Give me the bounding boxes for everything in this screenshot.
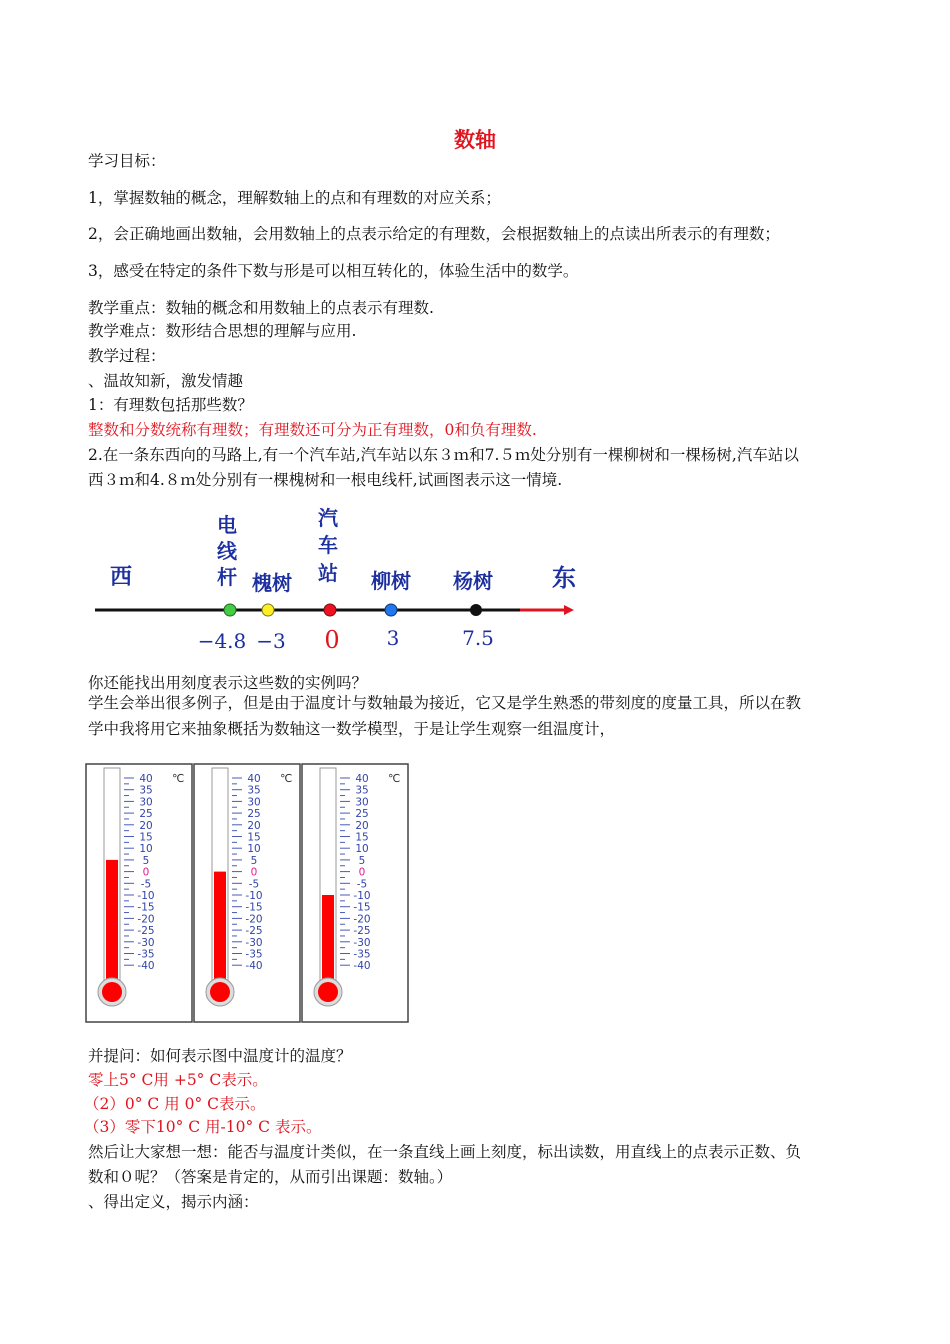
scale-label: -35	[245, 948, 263, 961]
label-pole-1: 电	[217, 513, 237, 537]
scale-label: 10	[247, 843, 261, 856]
scale-label: -10	[353, 890, 371, 902]
value-station: 0	[324, 626, 340, 654]
point-station	[324, 604, 336, 616]
temperature-question: 并提问：如何表示图中温度计的温度？	[88, 1047, 352, 1065]
thermometer-2	[194, 764, 300, 1022]
scale-label: 15	[139, 831, 153, 844]
scale-label: 35	[247, 784, 261, 797]
scale-label: -15	[353, 901, 371, 914]
label-pole-3: 杆	[217, 565, 237, 589]
value-pole: −4.8	[197, 629, 247, 653]
point-willow	[385, 604, 397, 616]
number-line-diagram	[80, 500, 600, 660]
scale-label: -5	[356, 878, 368, 891]
unit-label: ℃	[388, 772, 401, 785]
scale-label: 20	[355, 819, 369, 832]
scale-label: -5	[140, 878, 152, 891]
answer-negative: （3）零下10° C 用-10° C 表示。	[84, 1118, 322, 1136]
scale-label: 30	[247, 796, 261, 809]
thermometer-group	[80, 760, 420, 1030]
scale-label: 40	[247, 773, 261, 785]
objective-3: 3，感受在特定的条件下数与形是可以相互转化的，体验生活中的数学。	[88, 262, 579, 280]
scale-label: 0	[358, 866, 366, 879]
scale-label: 35	[355, 784, 369, 797]
scale-label: -35	[353, 948, 371, 961]
paragraph-2-line2: 数和０呢？（答案是肯定的，从而引出课题：数轴。）	[88, 1168, 453, 1186]
scale-label: 10	[139, 843, 153, 856]
objectives-heading: 学习目标：	[88, 152, 166, 170]
scale-label: 5	[250, 854, 258, 867]
mercury-column	[322, 895, 334, 992]
paragraph-2-line1: 然后让大家想一想：能否与温度计类似，在一条直线上画上刻度，标出读数，用直线上的点表示正数、负	[88, 1143, 802, 1161]
section1-heading: 、温故知新，激发情趣	[88, 372, 244, 390]
scale-label: 10	[355, 843, 369, 856]
question-3: 你还能找出用刻度表示这些数的实例吗？	[88, 674, 368, 692]
scale-label: 5	[142, 854, 150, 867]
label-willow: 柳树	[371, 569, 411, 593]
scale-label: -40	[353, 960, 371, 973]
scale-label: -30	[137, 936, 155, 949]
scale-label: 40	[355, 773, 369, 785]
page-title: 数轴	[454, 128, 496, 152]
scale-label: 40	[139, 773, 153, 785]
value-locust: −3	[256, 629, 286, 653]
section2-heading: 、得出定义，揭示内涵：	[88, 1193, 259, 1211]
east-label: 东	[552, 563, 576, 592]
unit-label: ℃	[172, 772, 185, 785]
scale-label: 5	[358, 854, 366, 867]
question-2-line2: 西３ｍ和4.８ｍ处分别有一棵槐树和一根电线杆,试画图表示这一情境.	[88, 471, 563, 489]
question-1: 1：有理数包括那些数？	[88, 396, 253, 414]
thermometer-1	[86, 764, 192, 1022]
scale-label: 25	[139, 808, 153, 821]
scale-label: -20	[353, 913, 371, 926]
scale-label: -35	[137, 948, 155, 961]
scale-label: 20	[247, 819, 261, 832]
thermometer-3	[302, 764, 408, 1022]
key-point: 教学重点：数轴的概念和用数轴上的点表示有理数.	[88, 299, 434, 317]
scale-label: 0	[250, 866, 258, 879]
objective-2: 2，会正确地画出数轴，会用数轴上的点表示给定的有理数，会根据数轴上的点读出所表示的有理数；	[88, 225, 780, 243]
scale-label: -40	[137, 960, 155, 973]
scale-label: -20	[137, 913, 155, 926]
mercury-column	[214, 872, 226, 992]
label-locust-tree: 槐树	[252, 571, 292, 595]
process-heading: 教学过程：	[88, 347, 166, 365]
bulb	[102, 982, 122, 1002]
difficult-point: 教学难点：数形结合思想的理解与应用.	[88, 322, 357, 340]
value-willow: 3	[386, 626, 400, 650]
bulb	[210, 982, 230, 1002]
label-station-1: 汽	[318, 506, 338, 530]
bulb	[318, 982, 338, 1002]
west-label: 西	[110, 564, 133, 590]
scale-label: 25	[355, 808, 369, 821]
scale-label: 30	[139, 796, 153, 809]
point-locust	[262, 604, 274, 616]
label-pole-2: 线	[217, 539, 237, 563]
point-pole	[224, 604, 236, 616]
scale-label: -25	[245, 925, 263, 938]
scale-label: -40	[245, 960, 263, 973]
answer-zero: （2）0° C 用 0° C表示。	[84, 1095, 266, 1113]
scale-label: -15	[137, 901, 155, 914]
scale-label: -25	[137, 925, 155, 938]
scale-label: 0	[142, 866, 150, 879]
scale-label: -30	[245, 936, 263, 949]
objective-1: 1，掌握数轴的概念，理解数轴上的点和有理数的对应关系；	[88, 189, 501, 207]
scale-label: -25	[353, 925, 371, 938]
scale-label: 25	[247, 808, 261, 821]
scale-label: 20	[139, 819, 153, 832]
mercury-column	[106, 860, 118, 992]
scale-label: -20	[245, 913, 263, 926]
point-poplar	[470, 604, 482, 616]
scale-label: -10	[137, 890, 155, 902]
scale-label: 30	[355, 796, 369, 809]
scale-label: -30	[353, 936, 371, 949]
answer-positive: 零上5° C用 +5° C表示。	[88, 1071, 268, 1089]
scale-label: 15	[247, 831, 261, 844]
paragraph-1-line2: 学中我将用它来抽象概括为数轴这一数学模型，于是让学生观察一组温度计，	[88, 720, 616, 738]
label-poplar: 杨树	[453, 569, 493, 593]
scale-label: -10	[245, 890, 263, 902]
paragraph-1-line1: 学生会举出很多例子，但是由于温度计与数轴最为接近，它又是学生熟悉的带刻度的度量工具，所以在教	[88, 694, 802, 712]
scale-label: 35	[139, 784, 153, 797]
scale-label: -5	[248, 878, 260, 891]
question-2-line1: 2.在一条东西向的马路上,有一个汽车站,汽车站以东３ｍ和7.５ｍ处分别有一棵柳树和一棵杨树,汽车站以	[88, 446, 799, 464]
label-station-3: 站	[318, 561, 338, 585]
axis-arrowhead	[564, 605, 574, 615]
scale-label: -15	[245, 901, 263, 914]
label-station-2: 车	[318, 533, 338, 557]
scale-label: 15	[355, 831, 369, 844]
answer-1: 整数和分数统称有理数；有理数还可分为正有理数，0和负有理数.	[88, 421, 537, 439]
unit-label: ℃	[280, 772, 293, 785]
value-poplar: 7.5	[462, 626, 494, 650]
